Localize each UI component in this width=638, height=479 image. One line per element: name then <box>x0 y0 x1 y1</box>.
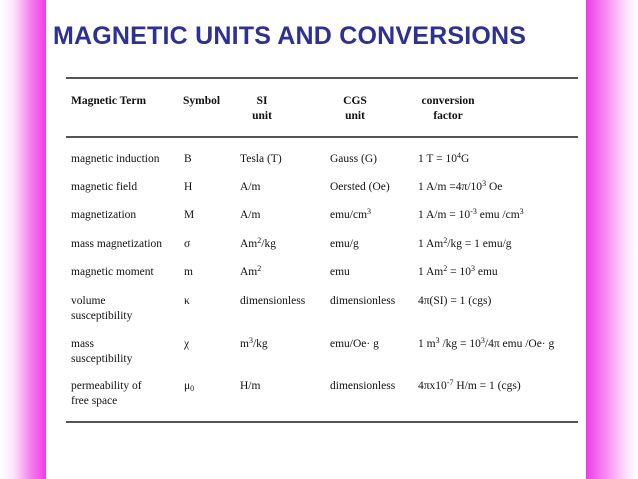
header-cgs-unit: CGS unit <box>343 95 367 122</box>
row-cgs-unit: emu <box>330 266 350 278</box>
row-conversion: 1 $A/m =4\pi/10^3$ Oe <box>418 179 503 193</box>
table-top-rule <box>66 77 578 79</box>
row-conversion: 1 $Am^2/kg = 1$ emu/g <box>418 236 512 250</box>
row-cgs-unit: emu/g <box>330 238 359 250</box>
header-magnetic-term: Magnetic Term <box>71 95 147 107</box>
row-si-unit: A/m <box>240 181 261 193</box>
row-cgs-unit: Gauss (G) <box>330 153 377 165</box>
row-conversion: 4π(SI) = 1 (cgs) <box>418 295 492 307</box>
row-si-unit: Am$^2$/kg <box>240 236 276 250</box>
right-decorative-bar <box>586 0 638 479</box>
row-symbol: M <box>184 209 195 221</box>
row-conversion: 1 $Am^2 = 10^3$ emu <box>418 264 498 278</box>
row-conversion: 1 $m^3$ $/kg = 10^3/4\pi$ emu /Oe· g <box>418 336 555 350</box>
row-term: magnetic induction <box>71 153 160 165</box>
header-symbol: Symbol <box>183 95 221 107</box>
row-si-unit: H/m <box>240 380 261 392</box>
row-cgs-unit: emu/$cm^3$ <box>330 207 372 221</box>
row-symbol: m <box>184 266 193 278</box>
row-conversion: 1 $T = 10^4G$ <box>418 151 470 165</box>
row-symbol: H <box>184 181 193 193</box>
row-term: magnetization <box>71 209 137 221</box>
row-si-unit: $m^3/kg$ <box>240 336 268 350</box>
row-cgs-unit: Oersted (Oe) <box>330 181 390 193</box>
table-header-rule <box>66 136 578 138</box>
row-symbol: κ <box>184 295 190 307</box>
header-si-unit: SI unit <box>252 95 272 122</box>
row-conversion: 1 $A/m = 10^{-3}$ emu $/cm^3$ <box>418 207 524 221</box>
row-symbol: χ <box>184 338 190 350</box>
table-bottom-rule <box>66 421 578 423</box>
row-term: mass magnetization <box>71 238 163 250</box>
row-symbol: $\mu_0$ <box>184 380 195 393</box>
row-conversion: $4\pi x10^{-7}$ H/m = 1 (cgs) <box>418 378 521 392</box>
row-si-unit: Tesla (T) <box>240 153 282 165</box>
row-si-unit: dimensionless <box>240 295 306 307</box>
row-term: permeability of free space <box>71 380 142 407</box>
row-symbol: σ <box>184 238 191 250</box>
row-symbol: B <box>184 153 192 165</box>
row-term: magnetic moment <box>71 266 154 278</box>
row-cgs-unit: dimensionless <box>330 380 396 392</box>
row-term: volume susceptibility <box>71 295 133 322</box>
row-term: mass susceptibility <box>71 338 133 365</box>
row-term: magnetic field <box>71 181 138 193</box>
row-cgs-unit: emu/Oe· g <box>330 338 379 350</box>
row-si-unit: Am$^2$ <box>240 264 262 278</box>
left-decorative-bar <box>0 0 46 479</box>
row-cgs-unit: dimensionless <box>330 295 396 307</box>
header-conversion-factor: conversion factor <box>421 95 475 122</box>
row-si-unit: A/m <box>240 209 261 221</box>
slide-title: MAGNETIC UNITS AND CONVERSIONS <box>53 22 527 50</box>
